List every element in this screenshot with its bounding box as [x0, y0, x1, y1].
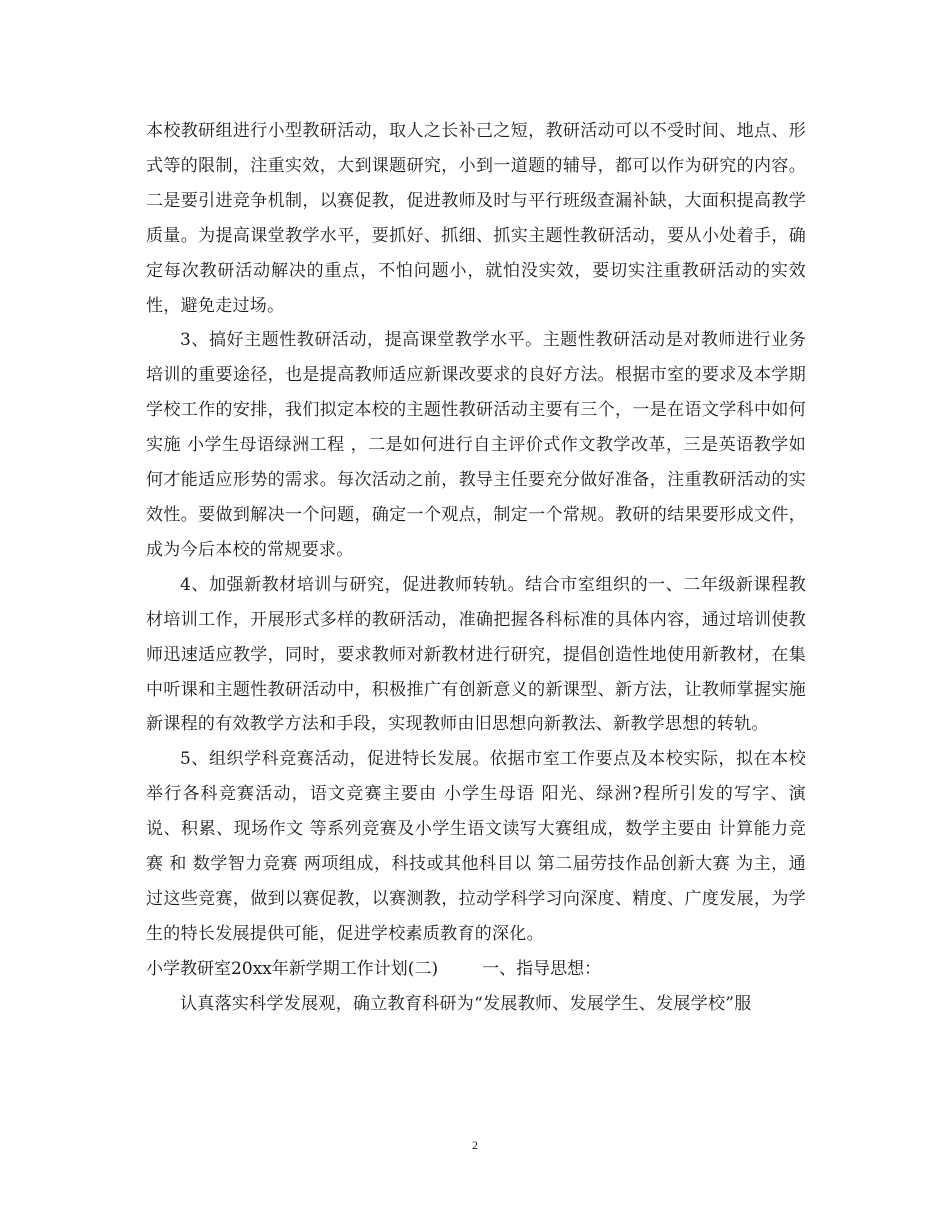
paragraph-guiding-ideology: 认真落实科学发展观，确立教育科研为“发展教师、发展学生、发展学校”服	[180, 993, 752, 1014]
paragraph-teaching-research-groups: 本校教研组进行小型教研活动，取人之长补己之短，教研活动可以不受时间、地点、形式等的限制，注重实效，大到课题研究，小到一道题的辅导，都可以作为研究的内容。二是要引进竞争机制，以赛促教，促进教师及时与平行班级查漏补缺，大面积提高教学质量。为提高课堂教学水平，要抓好、抓细、抓实主题性教研活动，要从小处着手，确定每次教研活动解决的重点，不怕问题小，就怕没实效，要切实注重教研活动的实效性，避免走过场。	[146, 121, 806, 316]
section-title-line	[146, 952, 806, 987]
plan-title: 小学教研室20xx年新学期工作计划(二)	[146, 958, 439, 979]
guiding-ideology-heading: 一、指导思想：	[482, 958, 602, 979]
page-number: 2	[472, 1138, 478, 1152]
paragraph-new-textbook-training: 4、加强新教材培训与研究，促进教师转轨。结合市室组织的一、二年级新课程教材培训工作，开展形式多样的教研活动，准确把握各科标准的具体内容，通过培训使教师迅速适应教学，同时，要求教师对新教材进行研究，提倡创造性地使用新教材，在集中听课和主题性教研活动中，积极推广有创新意义的新课型、新方法，让教师掌握实施新课程的有效教学方法和手段，实现教师由旧思想向新教法、新教学思想的转轨。	[146, 574, 806, 735]
paragraph-thematic-research: 3、搞好主题性教研活动，提高课堂教学水平。主题性教研活动是对教师进行业务培训的重要途径，也是提高教师适应新课改要求的良好方法。根据市室的要求及本学期学校工作的安排，我们拟定本校的主题性教研活动主要有三个，一是在语文学科中如何实施 小学生母语绿洲工程 ，二是如何进行自主评价式作文教学改革，三是英语教学如何才能适应形势的需求。每次活动之前，教导主任要充分做好准备，注重教研活动的实效性。要做到解决一个问题，确定一个观点，制定一个常规。教研的结果要形成文件，成为今后本校的常规要求。	[146, 330, 806, 560]
paragraph-subject-competitions: 5、组织学科竞赛活动，促进特长发展。依据市室工作要点及本校实际，拟在本校举行各科竞赛活动，语文竞赛主要由 小学生母语 阳光、绿洲?程所引发的写字、演说、积累、现场作文 等系列竞赛及小学生语文读写大赛组成，数学主要由 计算能力竞赛 和 数学智力竞赛 两项组成，科技或其他科目以 第二届劳技作品创新大赛 为主，通过这些竞赛，做到以赛促教，以赛测教，拉动学科学习向深度、精度、广度发展，为学生的特长发展提供可能，促进学校素质教育的深化。	[146, 749, 806, 944]
document-body	[146, 114, 806, 1022]
